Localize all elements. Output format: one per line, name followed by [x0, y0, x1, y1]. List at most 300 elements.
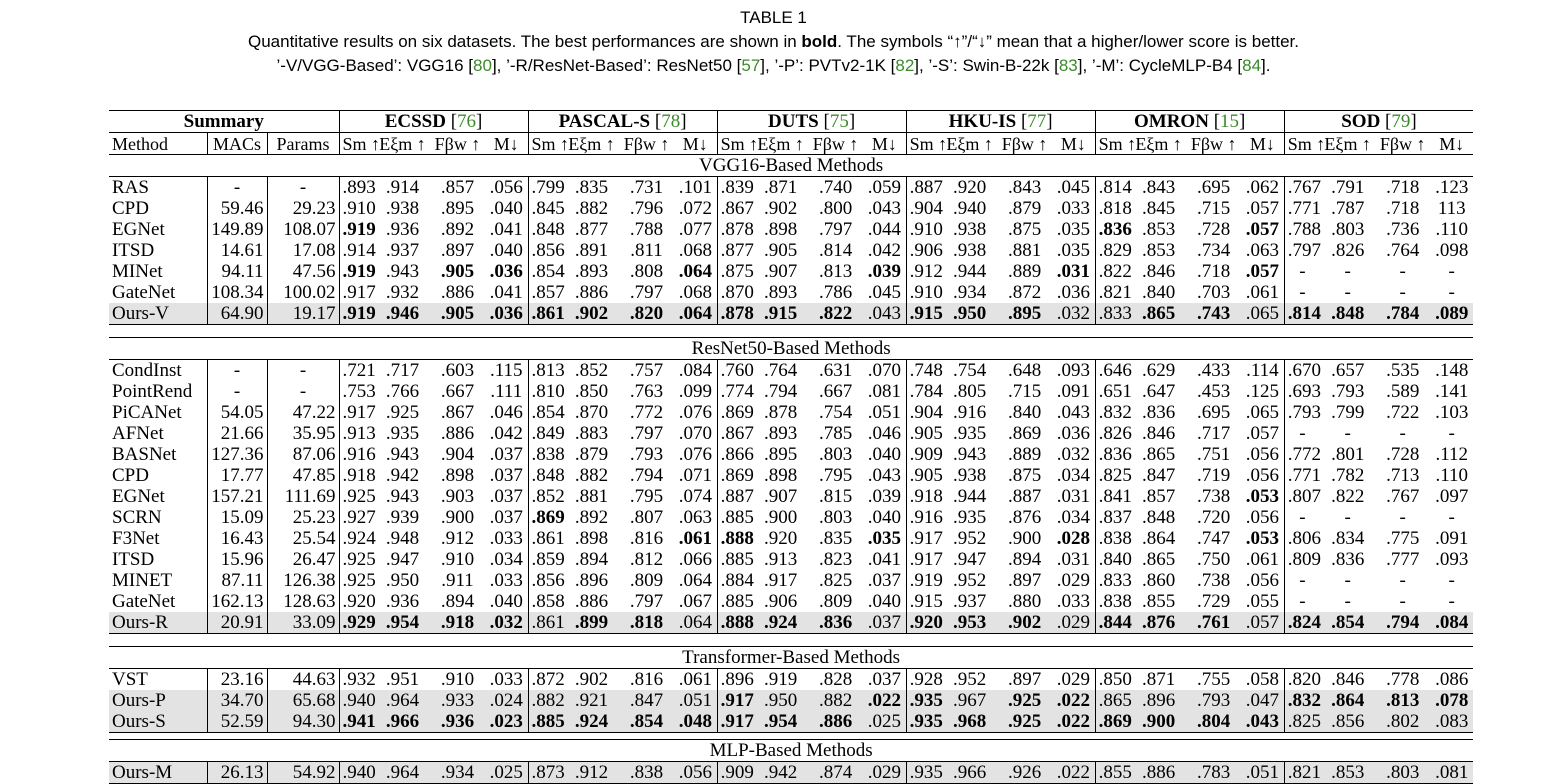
metric-value: .914 — [385, 176, 420, 198]
metric-value: .814 — [1095, 177, 1131, 199]
metric-value: .022 — [1052, 690, 1095, 711]
dataset-header — [528, 111, 717, 133]
metric-value: .032 — [1052, 303, 1095, 325]
metric-value: .968 — [942, 711, 997, 733]
metric-value: .728 — [1197, 218, 1231, 240]
table-row — [109, 549, 1473, 570]
metric-value: .954 — [375, 612, 430, 634]
section-title-row — [109, 647, 1473, 669]
metric-value: .917 — [906, 549, 942, 570]
metric-value: .913 — [339, 423, 375, 444]
metric-value: .029 — [1056, 668, 1090, 690]
params-value: 111.69 — [267, 486, 339, 507]
metric-value: .917 — [339, 282, 375, 303]
metric-value: .453 — [1197, 380, 1231, 402]
metric-value: .900 — [763, 506, 798, 528]
metric-value: .647 — [1142, 380, 1176, 402]
metric-value: .071 — [678, 464, 712, 486]
dataset-citation: 76 — [457, 110, 477, 132]
dataset-citation: 75 — [829, 110, 849, 132]
metric-value: .813 — [528, 360, 564, 382]
metric-value: .856 — [528, 240, 564, 261]
caption-text: ], ’-P’: PVTv2-1K [ — [760, 56, 896, 75]
metric-value: .056 — [1245, 506, 1280, 528]
table-row — [109, 591, 1473, 612]
caption-text: ], ’-S’: Swin-B-22k [ — [914, 56, 1059, 75]
metric-value: .115 — [490, 359, 523, 381]
metric-value: .894 — [574, 548, 609, 570]
metric-value: .921 — [564, 690, 619, 711]
metric-value: .855 — [1142, 590, 1176, 612]
metric-value: .667 — [440, 380, 475, 402]
metric-value: .940 — [952, 197, 987, 219]
metric-value: .785 — [818, 422, 853, 444]
metric-value: .774 — [717, 381, 753, 402]
metric-value: .864 — [1320, 690, 1375, 711]
metric-value: .772 — [629, 401, 664, 423]
dataset-name: ECSSD — [384, 110, 446, 132]
metric-value: .032 — [1056, 443, 1090, 465]
metric-value: .902 — [564, 303, 619, 325]
metric-value: .743 — [1186, 303, 1241, 325]
section-gap-cell — [109, 634, 1473, 647]
metric-value: .057 — [1241, 612, 1284, 634]
metric-value: .904 — [906, 198, 942, 219]
metric-value: .738 — [1197, 485, 1231, 507]
dataset-citation: 77 — [1027, 110, 1047, 132]
metric-value: .846 — [1142, 422, 1176, 444]
metric-value: .865 — [1142, 443, 1176, 465]
metric-value: .083 — [1430, 711, 1473, 733]
table-row — [109, 303, 1473, 325]
params-value: - — [267, 177, 339, 199]
metric-value: .825 — [1095, 465, 1131, 486]
metric-value: .861 — [528, 612, 564, 634]
metric-header: Eξm ↑ — [1131, 133, 1186, 155]
metric-value: .103 — [1435, 401, 1469, 423]
metric-value: .097 — [1435, 485, 1469, 507]
section-title: Transformer-Based Methods — [109, 647, 1473, 669]
metric-value: .950 — [942, 303, 997, 325]
metric-value: .795 — [818, 464, 853, 486]
metric-value: .896 — [1131, 690, 1186, 711]
metric-value: .910 — [906, 282, 942, 303]
metric-value: .091 — [1056, 380, 1090, 402]
metric-value: .024 — [485, 690, 528, 711]
metric-value: .869 — [717, 402, 753, 423]
metric-value: .815 — [818, 485, 853, 507]
macs-value: 26.13 — [207, 762, 267, 784]
dataset-name: HKU-IS — [948, 110, 1017, 132]
metric-value: .872 — [528, 669, 564, 691]
metric-value: .051 — [867, 401, 901, 423]
metric-value: .919 — [339, 261, 375, 282]
metric-value: - — [1344, 590, 1351, 612]
metric-value: .933 — [430, 690, 485, 711]
macs-value: 15.09 — [207, 507, 267, 528]
metric-value: .902 — [997, 612, 1052, 634]
metric-value: .896 — [717, 669, 753, 691]
metric-value: .782 — [1331, 464, 1365, 486]
caption-text: . The symbols “↑”/“↓” mean that a higher/lower score is better. — [837, 32, 1299, 51]
metric-value: .084 — [1430, 612, 1473, 634]
metric-value: .048 — [674, 711, 717, 733]
metric-value: .909 — [717, 762, 753, 784]
macs-value: 64.90 — [207, 303, 267, 325]
metric-value: .629 — [1142, 359, 1176, 381]
metric-value: .070 — [678, 422, 712, 444]
params-value: 65.68 — [267, 690, 339, 711]
metric-value: .902 — [574, 668, 609, 690]
metric-value: - — [1399, 260, 1406, 282]
metric-value: .061 — [1245, 548, 1280, 570]
metric-value: .037 — [863, 612, 906, 634]
metric-value: - — [1448, 281, 1455, 303]
metric-value: .110 — [1435, 218, 1468, 240]
metric-value: .924 — [339, 528, 375, 549]
metric-value: .646 — [1095, 360, 1131, 382]
metric-value: .808 — [629, 260, 664, 282]
params-value: 47.85 — [267, 465, 339, 486]
params-value: 26.47 — [267, 549, 339, 570]
metric-value: .889 — [1007, 443, 1042, 465]
method-name: MINET — [112, 569, 173, 591]
metric-value: .938 — [385, 197, 420, 219]
metric-value: .812 — [629, 548, 664, 570]
metric-value: .791 — [1331, 176, 1365, 198]
metric-value: .880 — [1007, 590, 1042, 612]
metric-value: .033 — [1056, 590, 1090, 612]
params-value: 29.23 — [267, 198, 339, 219]
section-title: VGG16-Based Methods — [109, 155, 1473, 177]
metric-value: .924 — [564, 711, 619, 733]
metric-value: .037 — [489, 506, 523, 528]
metric-value: .935 — [385, 422, 420, 444]
metric-value: .112 — [1435, 443, 1468, 465]
metric-value: .033 — [489, 668, 523, 690]
metric-value: .836 — [1331, 548, 1365, 570]
metric-value: .040 — [489, 590, 523, 612]
dataset-ref-bracket: ] — [680, 110, 687, 132]
metric-value: .941 — [339, 711, 375, 733]
params-value: 47.56 — [267, 261, 339, 282]
params-value: 19.17 — [267, 303, 339, 325]
metric-value: .869 — [1095, 711, 1131, 733]
metric-value: .939 — [385, 506, 420, 528]
metric-value: .867 — [440, 401, 475, 423]
metric-value: .932 — [339, 669, 375, 691]
metric-value: .866 — [717, 444, 753, 465]
metric-value: .914 — [339, 240, 375, 261]
metric-value: .771 — [1284, 465, 1320, 486]
metric-value: .918 — [430, 612, 485, 634]
macs-value: 20.91 — [207, 612, 267, 634]
metric-value: .854 — [1320, 612, 1375, 634]
metric-value: .865 — [1131, 303, 1186, 325]
metric-value: .125 — [1245, 380, 1280, 402]
metric-value: .098 — [1435, 239, 1469, 261]
metric-value: .848 — [1142, 506, 1176, 528]
metric-value: .897 — [440, 239, 475, 261]
metric-value: .936 — [385, 218, 420, 240]
metric-value: .797 — [629, 422, 664, 444]
metric-value: .836 — [808, 612, 863, 634]
metric-value: .943 — [385, 485, 420, 507]
metric-value: .885 — [717, 549, 753, 570]
metric-value: .893 — [763, 422, 798, 444]
metric-value: .905 — [440, 260, 475, 282]
method-name: EGNet — [112, 218, 165, 240]
metric-value: .822 — [808, 303, 863, 325]
metric-value: .072 — [678, 197, 712, 219]
params-value: 33.09 — [267, 612, 339, 634]
metric-value: .870 — [574, 401, 609, 423]
metric-value: .935 — [906, 690, 942, 711]
metric-value: .022 — [863, 690, 906, 711]
method-name: F3Net — [112, 527, 160, 549]
metric-value: .844 — [1095, 612, 1131, 634]
metric-value: .717 — [385, 359, 420, 381]
dataset-ref-bracket: ] — [1410, 110, 1417, 132]
dataset-header — [1095, 111, 1284, 133]
metric-value: .841 — [1095, 486, 1131, 507]
metric-value: .950 — [385, 569, 420, 591]
metric-value: .964 — [375, 690, 430, 711]
metric-value: .925 — [385, 401, 420, 423]
metric-value: .066 — [678, 548, 712, 570]
metric-value: .938 — [952, 218, 987, 240]
dataset-ref-bracket: [ — [1208, 110, 1221, 132]
metric-value: .874 — [808, 762, 863, 784]
metric-value: .883 — [574, 422, 609, 444]
method-name: ITSD — [112, 239, 155, 261]
metric-value: .897 — [1007, 569, 1042, 591]
macs-value: 108.34 — [207, 282, 267, 303]
dataset-header — [339, 111, 528, 133]
metric-value: .916 — [952, 401, 987, 423]
metric-header: M↓ — [674, 133, 717, 155]
metric-value: .885 — [528, 711, 564, 733]
metric-value: .748 — [906, 360, 942, 382]
metric-value: .794 — [763, 380, 798, 402]
dataset-ref-bracket: ] — [1046, 110, 1053, 132]
metric-value: .873 — [528, 762, 564, 784]
metric-value: .840 — [1007, 401, 1042, 423]
metric-value: .718 — [1386, 197, 1420, 219]
metric-value: .906 — [906, 240, 942, 261]
metric-value: .044 — [867, 218, 901, 240]
macs-value: 59.46 — [207, 198, 267, 219]
dataset-ref-bracket: ] — [848, 110, 856, 132]
table-row — [109, 177, 1473, 199]
metric-value: .893 — [339, 177, 375, 199]
metric-value: .919 — [906, 570, 942, 591]
metric-value: .857 — [440, 176, 475, 198]
metric-value: .033 — [489, 527, 523, 549]
metric-value: .954 — [753, 711, 808, 733]
table-row — [109, 465, 1473, 486]
method-name: PointRend — [112, 380, 193, 402]
metric-value: .912 — [440, 527, 475, 549]
metric-value: .876 — [1131, 612, 1186, 634]
method-column-header: Method — [109, 133, 207, 155]
metric-value: .040 — [489, 197, 523, 219]
macs-value: 87.11 — [207, 570, 267, 591]
metric-value: .034 — [489, 548, 523, 570]
metric-value: .051 — [674, 690, 717, 711]
metric-value: .800 — [818, 197, 853, 219]
macs-value: 15.96 — [207, 549, 267, 570]
metric-value: .767 — [1386, 485, 1420, 507]
metric-value: .846 — [1331, 668, 1365, 690]
metric-value: .031 — [1056, 260, 1090, 282]
metric-value: .911 — [441, 569, 474, 591]
metric-value: .936 — [385, 590, 420, 612]
method-name: AFNet — [112, 422, 164, 444]
metric-value: .717 — [1197, 422, 1231, 444]
metric-value: .917 — [339, 402, 375, 423]
metric-value: .023 — [485, 711, 528, 733]
table-row — [109, 444, 1473, 465]
metric-value: .043 — [863, 303, 906, 325]
metric-header: Sm ↑ — [906, 133, 942, 155]
metric-value: .942 — [385, 464, 420, 486]
metric-value: .039 — [867, 260, 901, 282]
metric-value: .771 — [1284, 198, 1320, 219]
metric-value: .910 — [440, 548, 475, 570]
metric-value: .951 — [385, 668, 420, 690]
metric-value: .942 — [753, 762, 808, 784]
metric-value: .832 — [1095, 402, 1131, 423]
metric-header: Sm ↑ — [717, 133, 753, 155]
metric-value: - — [1284, 570, 1320, 591]
metric-value: .803 — [1375, 762, 1430, 784]
metric-value: - — [1344, 260, 1351, 282]
macs-value: 127.36 — [207, 444, 267, 465]
metric-value: .848 — [528, 465, 564, 486]
metric-value: .875 — [717, 261, 753, 282]
metric-value: - — [1344, 281, 1351, 303]
metric-value: .783 — [1186, 762, 1241, 784]
metric-value: .037 — [489, 485, 523, 507]
metric-value: - — [1344, 422, 1351, 444]
metric-value: .041 — [489, 281, 523, 303]
metric-value: .822 — [1095, 261, 1131, 282]
metric-value: .809 — [1284, 549, 1320, 570]
metric-value: .036 — [489, 260, 523, 282]
params-value: 128.63 — [267, 591, 339, 612]
metric-value: .924 — [753, 612, 808, 634]
metric-value: .803 — [818, 443, 853, 465]
metric-value: .820 — [619, 303, 674, 325]
metric-value: .881 — [1007, 239, 1042, 261]
metric-value: .940 — [339, 762, 375, 784]
metric-value: .761 — [1186, 612, 1241, 634]
metric-value: .838 — [528, 444, 564, 465]
metric-value: .845 — [1142, 197, 1176, 219]
dataset-name: PASCAL-S — [558, 110, 651, 132]
metric-value: .720 — [1197, 506, 1231, 528]
metric-value: .843 — [1007, 176, 1042, 198]
macs-value: 52.59 — [207, 711, 267, 733]
metric-value: .778 — [1386, 668, 1420, 690]
metric-value: .037 — [867, 668, 901, 690]
metric-value: .589 — [1386, 380, 1420, 402]
metric-value: .718 — [1386, 176, 1420, 198]
method-name: BASNet — [112, 443, 177, 465]
metric-value: .141 — [1435, 380, 1469, 402]
method-name: SCRN — [112, 506, 162, 528]
dataset-ref-bracket: [ — [1016, 110, 1028, 132]
macs-value: 149.89 — [207, 219, 267, 240]
metric-value: .715 — [1197, 197, 1231, 219]
metric-value: .948 — [385, 527, 420, 549]
metric-value: .433 — [1197, 359, 1231, 381]
metric-value: .797 — [818, 218, 853, 240]
metric-value: - — [1399, 422, 1406, 444]
metric-value: .893 — [574, 260, 609, 282]
macs-value: - — [207, 360, 267, 382]
metric-value: .895 — [440, 197, 475, 219]
metric-value: .056 — [1245, 464, 1280, 486]
metric-value: .764 — [1386, 239, 1420, 261]
metric-value: .886 — [1131, 762, 1186, 784]
metric-value: .807 — [1284, 486, 1320, 507]
metric-value: .878 — [763, 401, 798, 423]
metric-value: .936 — [430, 711, 485, 733]
params-value: 108.07 — [267, 219, 339, 240]
section-gap — [109, 733, 1473, 740]
metric-value: .814 — [818, 239, 853, 261]
macs-value: - — [207, 381, 267, 402]
metric-value: .899 — [564, 612, 619, 634]
metric-value: .695 — [1197, 401, 1231, 423]
summary-header: Summary — [109, 111, 339, 133]
method-name: VST — [112, 668, 148, 690]
metric-value: .878 — [717, 303, 753, 325]
method-name: CPD — [112, 464, 149, 486]
metric-value: .029 — [863, 762, 906, 784]
metric-value: .884 — [717, 570, 753, 591]
metric-value: .910 — [339, 198, 375, 219]
metric-value: .840 — [1142, 281, 1176, 303]
metric-value: .081 — [1430, 762, 1473, 784]
metric-value: .059 — [867, 176, 901, 198]
metric-value: .076 — [678, 443, 712, 465]
metric-value: .799 — [528, 177, 564, 199]
metric-header: Eξm ↑ — [375, 133, 430, 155]
metric-value: .905 — [763, 239, 798, 261]
metric-value: .898 — [574, 527, 609, 549]
metric-value: .847 — [1142, 464, 1176, 486]
metric-value: .937 — [385, 239, 420, 261]
metric-value: .940 — [339, 690, 375, 711]
metric-value: .788 — [629, 218, 664, 240]
metric-header: Eξm ↑ — [753, 133, 808, 155]
metric-value: .953 — [942, 612, 997, 634]
metric-value: .022 — [1052, 711, 1095, 733]
table-row — [109, 762, 1473, 784]
metric-value: .918 — [339, 465, 375, 486]
metric-value: .067 — [678, 590, 712, 612]
table-row — [109, 690, 1473, 711]
table-row — [109, 486, 1473, 507]
metric-value: .909 — [906, 444, 942, 465]
metric-value: .925 — [339, 570, 375, 591]
metric-value: .034 — [1056, 464, 1090, 486]
metric-value: .853 — [1142, 218, 1176, 240]
metric-value: .898 — [763, 218, 798, 240]
